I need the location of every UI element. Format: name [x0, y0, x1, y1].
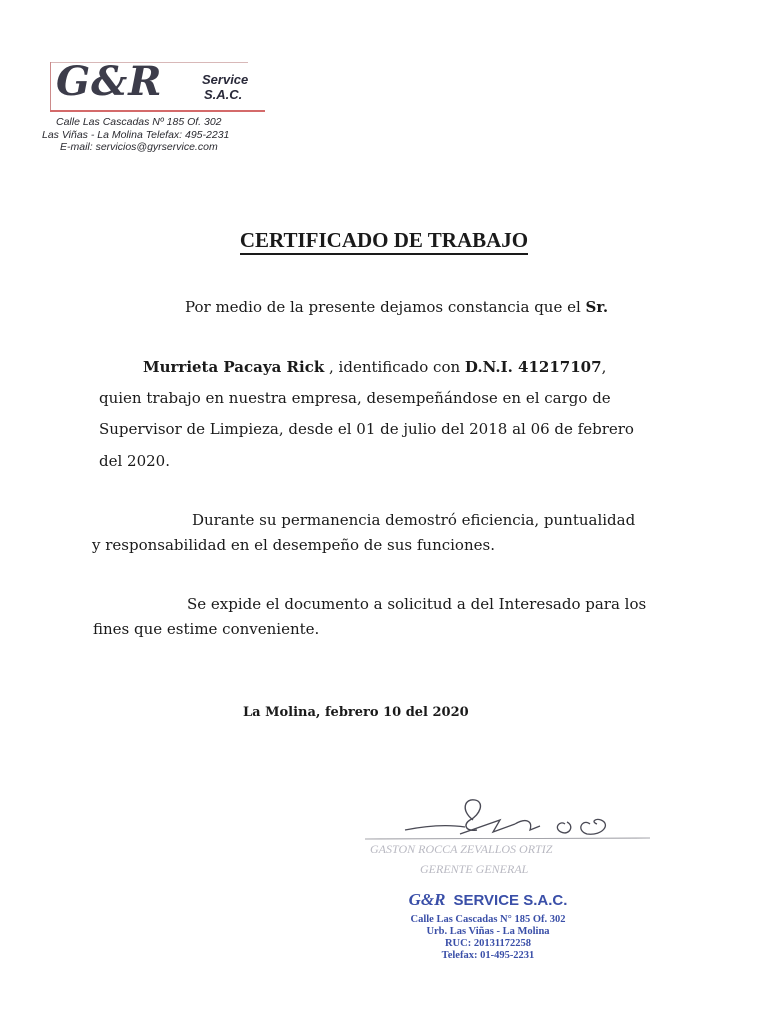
paragraph3-line2: fines que estime conveniente.: [93, 620, 320, 638]
honorific: Sr.: [585, 298, 609, 316]
employee-dni: D.N.I. 41217107: [464, 358, 602, 376]
document-title: [0, 228, 768, 253]
intro-text: Por medio de la presente dejamos constancia que el: [185, 298, 586, 316]
address-line: Las Viñas - La Molina Telefax: 495-2231: [42, 128, 230, 141]
stamp-line: Calle Las Cascadas N° 185 Of. 302: [410, 914, 566, 925]
id-text: , identificado con: [324, 358, 465, 376]
letterhead-divider: [50, 110, 265, 112]
stamp-line: Telefax: 01-495-2231: [441, 950, 535, 961]
paragraph2-line2: y responsabilidad en el desempeño de sus funciones.: [92, 536, 495, 554]
signatory-name: GASTON ROCCA ZEVALLOS ORTIZ: [370, 842, 553, 856]
company-service-label: [202, 72, 248, 102]
stamp-logo: G&R: [408, 890, 446, 909]
service-word: Service: [202, 72, 249, 87]
employee-name: Murrieta Pacaya Rick: [143, 358, 325, 376]
email-line: E-mail: servicios@gyrservice.com: [60, 141, 218, 153]
stamp-details: [378, 914, 598, 962]
letterhead-address: [42, 116, 270, 154]
paragraph1-line1: [185, 298, 608, 316]
signatory-role: GERENTE GENERAL: [420, 862, 529, 876]
stamp-company: SERVICE S.A.C.: [453, 892, 568, 909]
paragraph2-line1: Durante su permanencia demostró eficiencia, puntualidad: [192, 511, 636, 529]
paragraph1-line2: [143, 358, 606, 376]
stamp-line: Urb. Las Viñas - La Molina: [426, 926, 550, 937]
letterhead: [40, 58, 270, 163]
company-stamp: [378, 890, 598, 970]
paragraph3-line1: Se expide el documento a solicitud a del Interesado para los: [187, 595, 647, 613]
date-line: La Molina, febrero 10 del 2020: [243, 705, 469, 720]
stamp-line: RUC: 20131172258: [444, 938, 532, 949]
paragraph1-line5: del 2020.: [99, 452, 170, 470]
document-title-text: CERTIFICADO DE TRABAJO: [240, 228, 528, 255]
sac-word: S.A.C.: [204, 87, 243, 102]
company-logo: G&R: [56, 58, 163, 105]
letterhead-left-rule: [50, 62, 51, 112]
address-line: Calle Las Cascadas Nº 185 Of. 302: [56, 116, 222, 128]
paragraph1-line4: Supervisor de Limpieza, desde el 01 de julio del 2018 al 06 de febrero: [99, 420, 634, 438]
stamp-header: [378, 890, 598, 910]
line-end: ,: [601, 358, 607, 376]
paragraph1-line3: quien trabajo en nuestra empresa, desempeñándose en el cargo de: [99, 389, 611, 407]
